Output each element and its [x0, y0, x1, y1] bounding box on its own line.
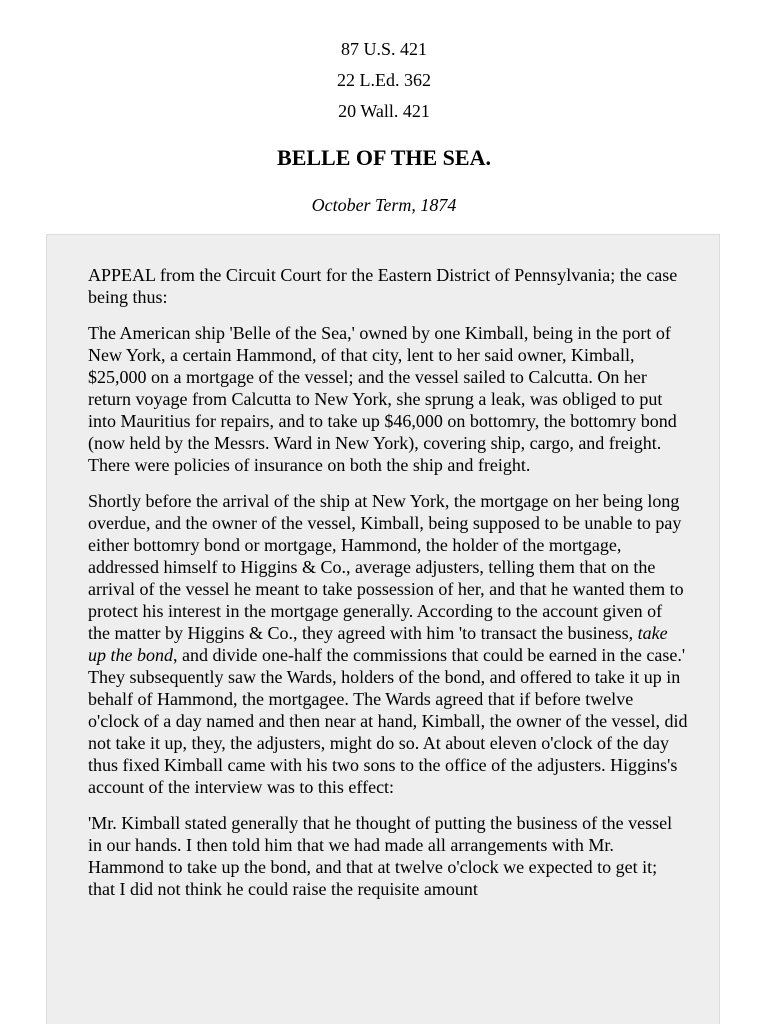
paragraph-3-part-1: Shortly before the arrival of the ship at New York, the mortgage on her being long overdue, and the owner of the vessel, Kimball, being supposed to be unable to pay either bottomry bond or mortgage, Hammond, the holder of the mortgage, addressed himself to Higgins & Co., average adjusters, telling them that on the arrival of the vessel he meant to take possession of her, and that he wanted them to protect his interest in the mortgage generally. According to the account given of the matter by Higgins & Co., they agreed with him 'to transact the business, [88, 491, 684, 643]
paragraph-2: The American ship 'Belle of the Sea,' owned by one Kimball, being in the port of New York, a certain Hammond, of that city, lent to her said owner, Kimball, $25,000 on a mortgage of the vessel; and the vessel sailed to Calcutta. On her return voyage from Calcutta to New York, she sprung a leak, was obliged to put into Mauritius for repairs, and to take up $46,000 on bottomry, the bottomry bond (now held by the Messrs. Ward in New York), covering ship, cargo, and freight. There were policies of insurance on both the ship and freight. [88, 323, 677, 475]
paragraph-4: 'Mr. Kimball stated generally that he thought of putting the business of the vessel in our hands. I then told him that we had made all arrangements with Mr. Hammond to take up the bond, and that at twelve o'clock we expected to get it; that I did not think he could raise the requisite amount [88, 813, 673, 899]
opinion-body [46, 234, 720, 1024]
citation-lawyers-edition: 22 L.Ed. 362 [337, 70, 431, 90]
paragraph-3-emphasis: take up the bond [88, 623, 668, 665]
opinion-text [88, 264, 688, 914]
citation-us-reports: 87 U.S. 421 [340, 39, 427, 59]
paragraph-3-part-2: , and divide one-half the commissions that could be earned in the case.' They subsequently saw the Wards, holders of the bond, and offered to take it up in behalf of Hammond, the mortgagee. The Wards agreed that if before twelve o'clock of a day named and then near at hand, Kimball, the owner of the vessel, did not take it up, they, the adjusters, might do so. At about eleven o'clock of the day thus fixed Kimball came with his two sons to the office of the adjusters. Higgins's account of the interview was to this effect: [88, 645, 688, 797]
citation-block [0, 34, 768, 127]
paragraph-3 [88, 490, 688, 798]
term-date: October Term, 1874 [311, 195, 457, 215]
paragraph-1: APPEAL from the Circuit Court for the Eastern District of Pennsylvania; the case being thus: [88, 265, 678, 307]
case-title: BELLE OF THE SEA. [277, 145, 491, 170]
citation-wallace: 20 Wall. 421 [338, 101, 430, 121]
